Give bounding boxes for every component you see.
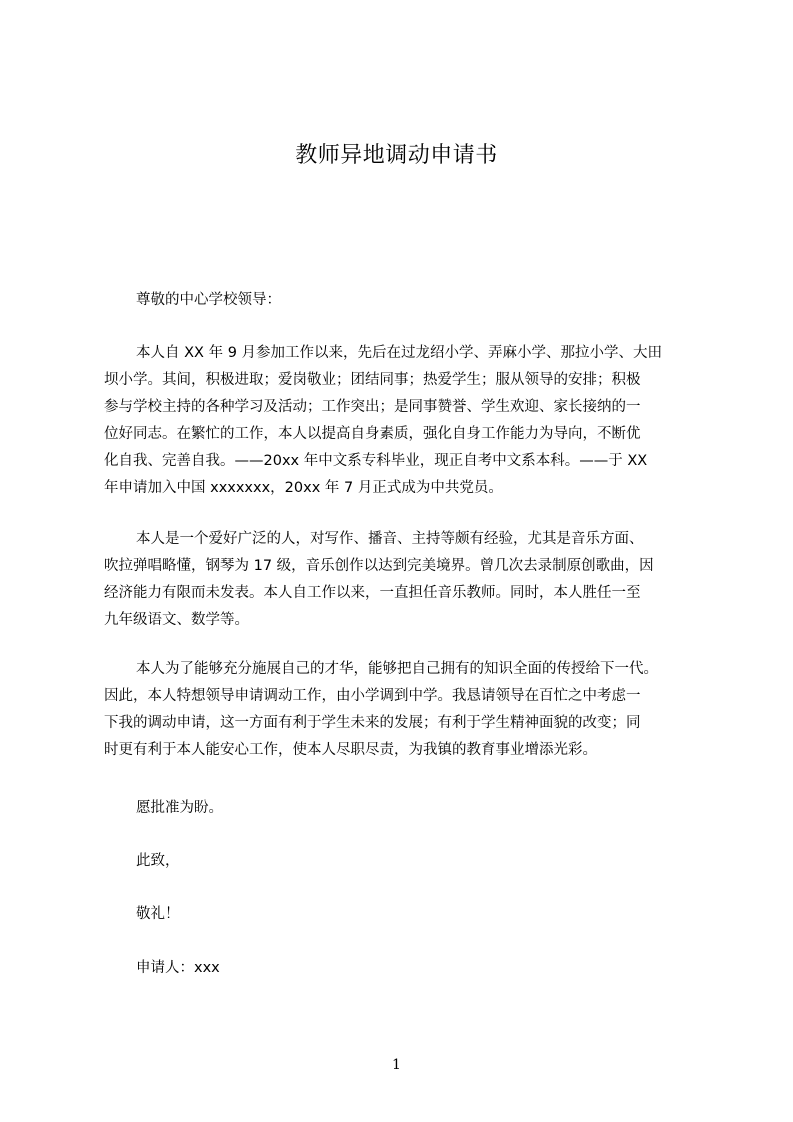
paragraph-line: 本人为了能够充分施展自己的才华，能够把自己拥有的知识全面的传授给下一代。 [136, 661, 658, 677]
paragraph-line: 吹拉弹唱略懂，钢琴为 17 级，音乐创作以达到完美境界。曾几次去录制原创歌曲，因 [104, 558, 654, 574]
document-title: 教师异地调动申请书 [295, 143, 498, 168]
paragraph-line: 因此，本人特想领导申请调动工作，由小学调到中学。我恳请领导在百忙之中考虑一 [104, 688, 641, 704]
paragraph-line: 参与学校主持的各种学习及活动；工作突出；是同事赞誉、学生欢迎、家长接纳的一 [104, 399, 641, 415]
paragraph-line: 化自我、完善自我。——20xx 年中文系专科毕业，现正自考中文系本科。——于 XX [104, 453, 648, 469]
paragraph-line: 本人是一个爱好广泛的人，对写作、播音、主持等颇有经验，尤其是音乐方面、 [136, 531, 644, 547]
paragraph-line: 时更有利于本人能安心工作，使本人尽职尽责，为我镇的教育事业增添光彩。 [104, 742, 597, 758]
paragraph-line: 九年级语文、数学等。 [104, 612, 249, 628]
paragraph-line: 年申请加入中国 xxxxxxx，20xx 年 7 月正式成为中共党员。 [104, 480, 503, 496]
closing-request: 愿批准为盼。 [136, 800, 223, 816]
paragraph-line: 经济能力有限而未发表。本人自工作以来，一直担任音乐教师。同时，本人胜任一至 [104, 585, 641, 601]
paragraph-line: 位好同志。在繁忙的工作，本人以提高自身素质，强化自身工作能力为导向，不断优 [104, 426, 641, 442]
paragraph-line: 下我的调动申请，这一方面有利于学生未来的发展；有利于学生精神面貌的改变；同 [104, 715, 641, 731]
paragraph-line: 坝小学。其间，积极进取；爱岗敬业；团结同事；热爱学生；服从领导的安排；积极 [104, 372, 641, 388]
paragraph-line: 本人自 XX 年 9 月参加工作以来，先后在过龙绍小学、弄麻小学、那拉小学、大田 [136, 345, 663, 361]
salutation: 尊敬的中心学校领导： [136, 292, 281, 308]
applicant-signature: 申请人：xxx [136, 960, 220, 976]
closing-salute: 此致， [136, 853, 180, 869]
page-number: 1 [392, 1057, 401, 1073]
closing-regards: 敬礼！ [136, 906, 180, 922]
